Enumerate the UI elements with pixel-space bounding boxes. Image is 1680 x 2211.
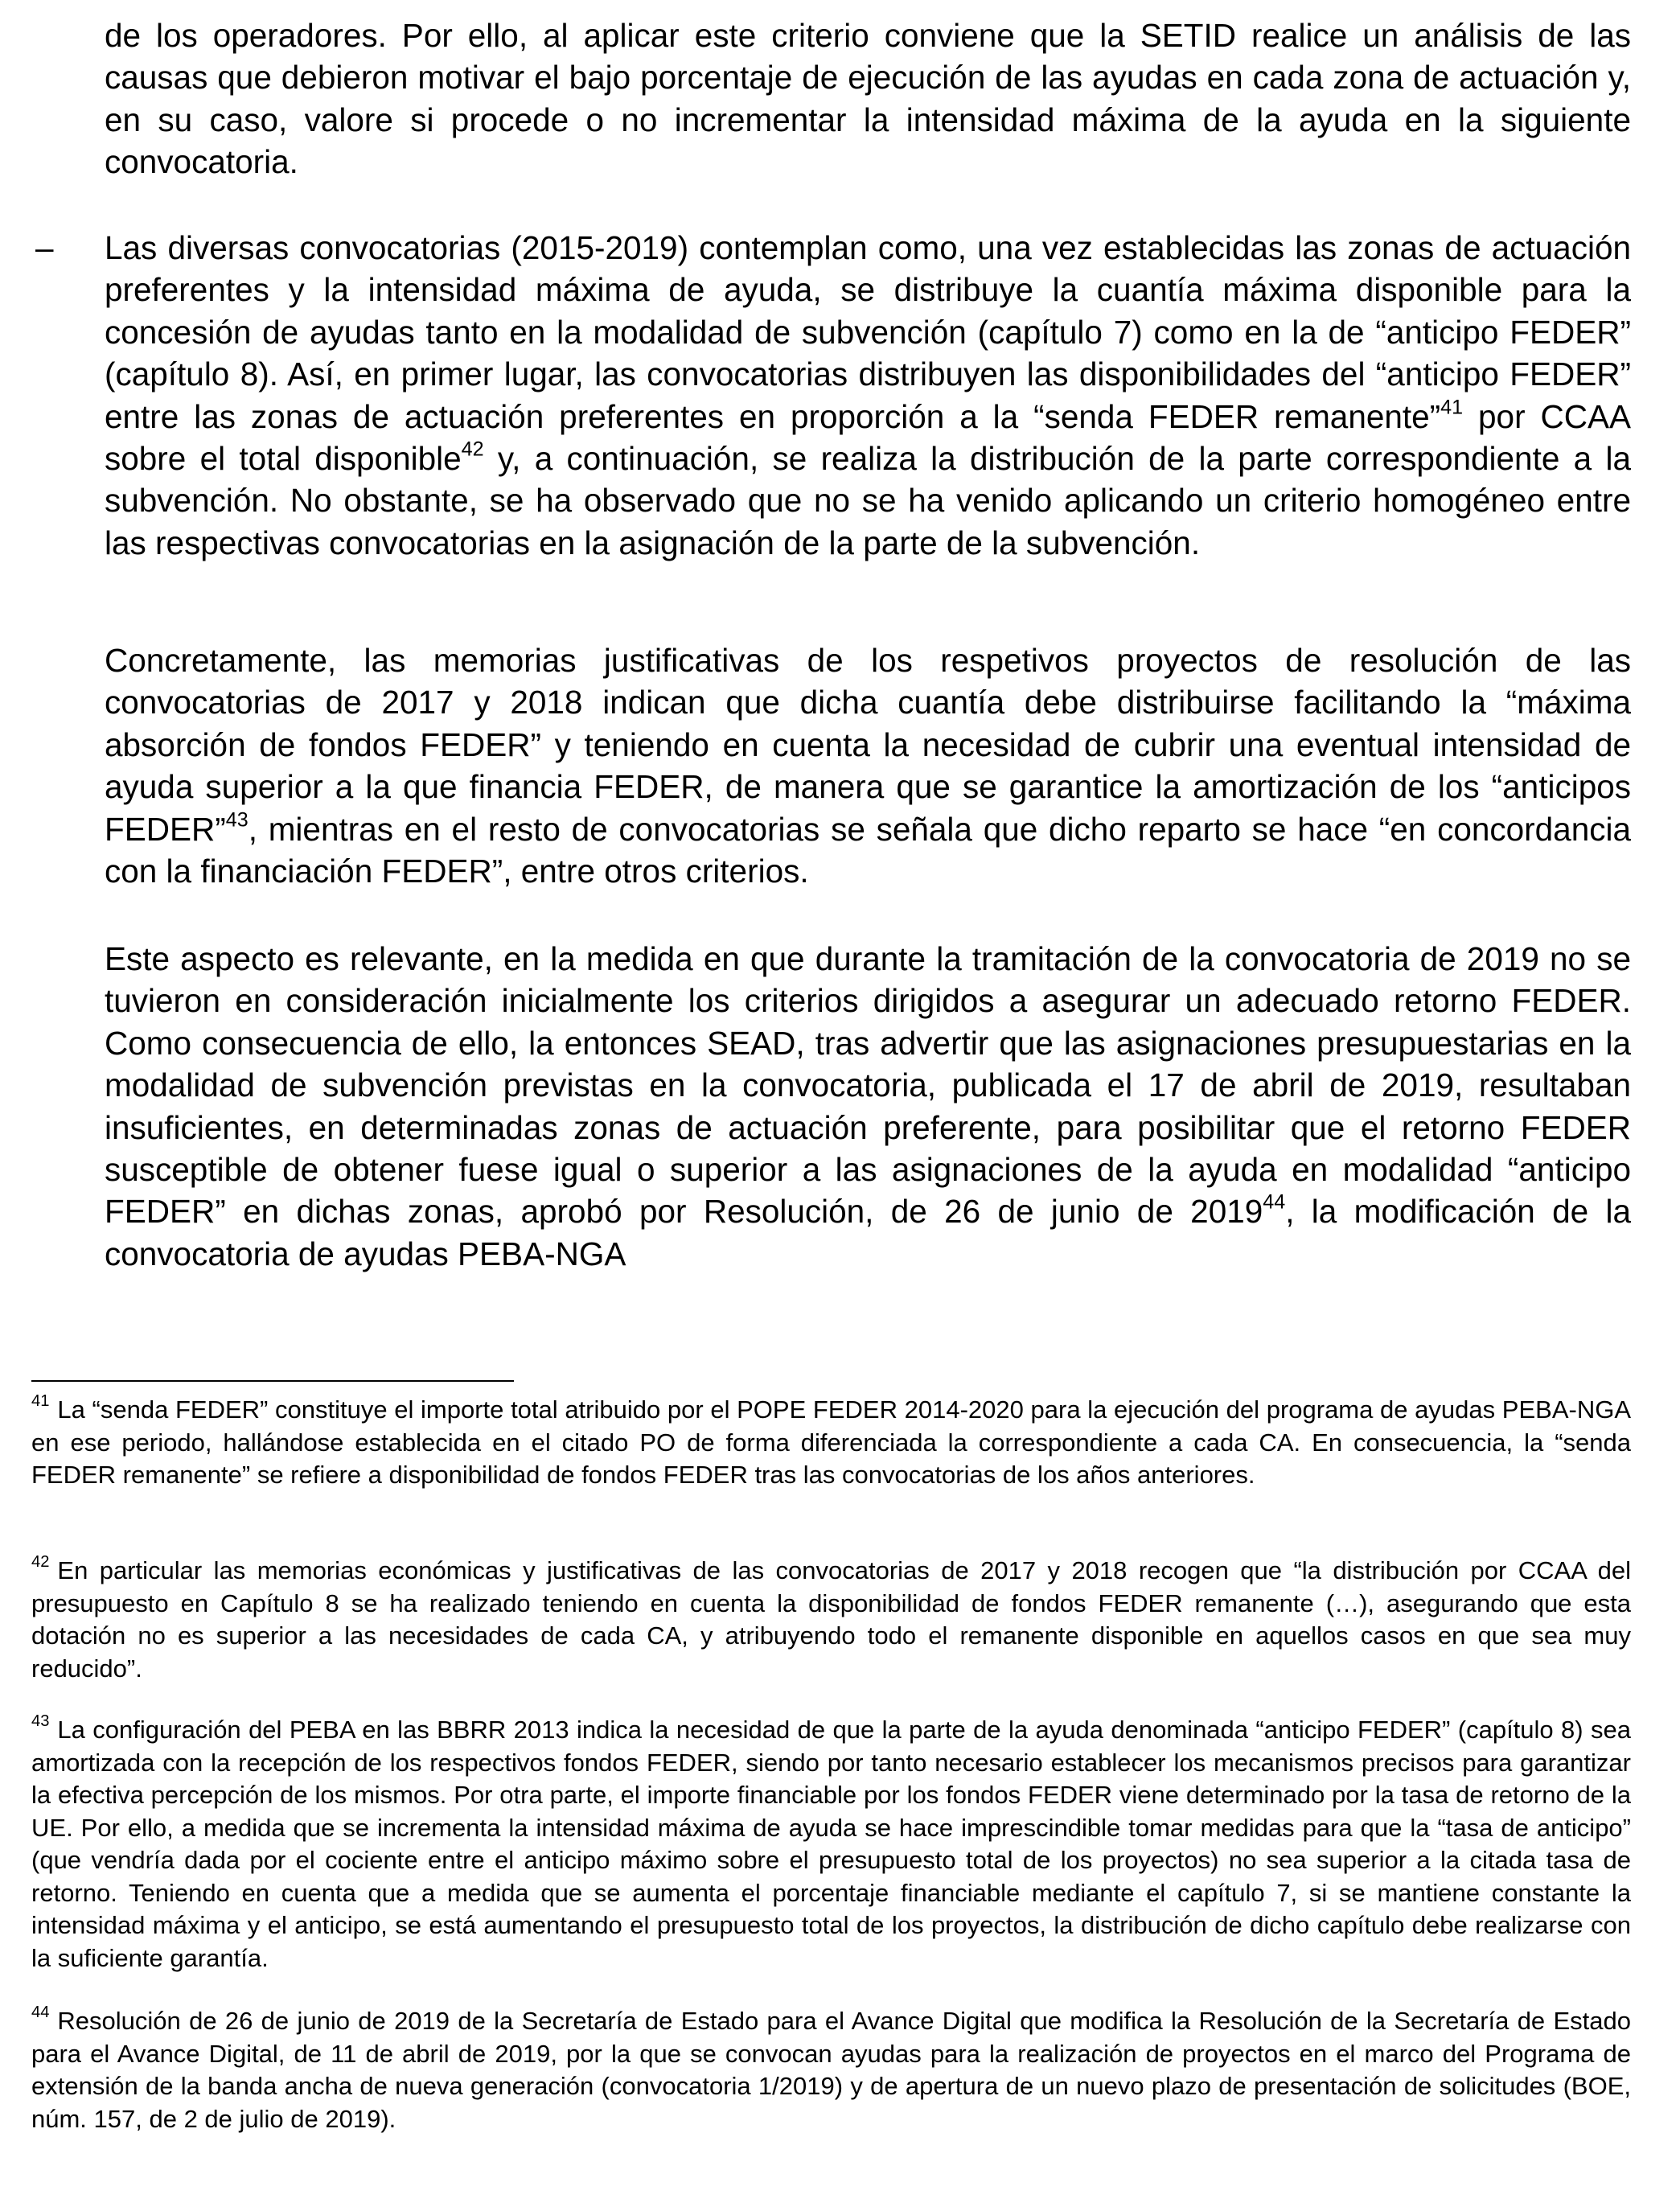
footnote-text: La configuración del PEBA en las BBRR 2013 indica la necesidad de que la parte de la ayuda denominada “anticipo FEDER” (capítulo 8) sea amortizada con la recepción de los respectivos fondos FEDER, siendo por tanto necesario establecer los mecanismos precisos para garantizar la efectiva percepción de los mismos. Por otra parte, el importe financiable por los fondos FEDER viene determinado por la tasa de retorno de la UE. Por ello, a medida que se incrementa la intensidad máxima de ayuda se hace imprescindible tomar medidas para que la “tasa de anticipo” (que vendría dada por el cociente entre el anticipo máximo sobre el presupuesto total de los proyectos) no sea superior a la citada tasa de retorno. Teniendo en cuenta que a medida que se aumenta el porcentaje financiable mediante el capítulo 7, si se mantiene constante la intensidad máxima y el anticipo, se está aumentando el presupuesto total de los proyectos, la distribución de dicho capítulo debe realizarse con la suficiente garantía. — [31, 1716, 1631, 1972]
footnote-ref-43[interactable]: 43 — [225, 808, 249, 832]
paragraph-text: Concretamente, las memorias justificativas de los respetivos proyectos de resolución de las convocatorias de 2017 y 2018 indican que dicha cuantía debe distribuirse facilitando la “máxima absorción de fondos FEDER” y teniendo en cuenta la necesidad de cubrir una eventual intensidad de ayuda superior a la que financia FEDER, de manera que se garantice la amortización de los “anticipos FEDER” — [105, 642, 1631, 848]
paragraph-memorias-justificativas — [105, 639, 1631, 892]
footnote-text: En particular las memorias económicas y justificativas de las convocatorias de 2017 y 2018 recogen que “la distribución por CCAA del presupuesto en Capítulo 8 se ha realizado teniendo en cuenta la disponibilidad de fondos FEDER remanente (…), asegurando que esta dotación no es superior a las necesidades de cada CA, y atribuyendo todo el remanente disponible en aquellos casos en que sea muy reducido”. — [31, 1556, 1631, 1683]
paragraph-text: , mientras en el resto de convocatorias se señala que dicho reparto se hace “en concordancia con la financiación FEDER”, entre otros criterios. — [105, 810, 1631, 890]
footnote-ref-42[interactable]: 42 — [461, 438, 484, 461]
footnote-mark: 43 — [31, 1712, 50, 1730]
paragraph-text: de los operadores. Por ello, al aplicar este criterio conviene que la SETID realice un análisis de las causas que debieron motivar el bajo porcentaje de ejecución de las ayudas en cada zona de actuación y, en su caso, valore si procede o no incrementar la intensidad máxima de la ayuda en la siguiente convocatoria. — [105, 17, 1631, 181]
footnote-ref-44[interactable]: 44 — [1263, 1190, 1286, 1214]
footnote-ref-41[interactable]: 41 — [1440, 396, 1464, 419]
footnote-44 — [31, 2005, 1631, 2135]
paragraph-operators-analysis — [105, 14, 1631, 183]
paragraph-text: y, a continuación, se realiza la distribución de la parte correspondiente a la subvención. No obstante, se ha observado que no se ha venido aplicando un criterio homogéneo entre las respectivas convocatorias en la asignación de la parte de la subvención. — [105, 440, 1631, 561]
bullet-dash: – — [35, 229, 54, 266]
footnote-mark: 41 — [31, 1391, 50, 1410]
paragraph-text: Las diversas convocatorias (2015-2019) contemplan como, una vez establecidas las zonas de actuación preferentes y la intensidad máxima de ayuda, se distribuye la cuantía máxima disponible para la concesión de ayudas tanto en la modalidad de subvención (capítulo 7) como en la de “anticipo FEDER” (capítulo 8). Así, en primer lugar, las convocatorias distribuyen las disponibilidades del “anticipo FEDER” entre las zonas de actuación preferentes en proporción a la “senda FEDER remanente” — [105, 229, 1631, 435]
footnote-43 — [31, 1714, 1631, 1975]
footnote-42 — [31, 1552, 1631, 1685]
paragraph-text: , la modificación de la convocatoria de ayudas PEBA-NGA — [105, 1193, 1631, 1272]
paragraph-retorno-feder — [105, 938, 1631, 1275]
footnote-separator — [31, 1380, 514, 1382]
footnote-41 — [31, 1391, 1631, 1492]
footnote-mark: 44 — [31, 2003, 50, 2021]
footnote-text: La “senda FEDER” constituye el importe total atribuido por el POPE FEDER 2014-2020 para la ejecución del programa de ayudas PEBA-NGA en ese periodo, hallándose establecida en el citado PO de forma diferenciada la correspondiente a cada CA. En consecuencia, la “senda FEDER remanente” se refiere a disponibilidad de fondos FEDER tras las convocatorias de los años anteriores. — [31, 1395, 1631, 1489]
footnote-mark: 42 — [31, 1552, 50, 1571]
paragraph-text: por CCAA sobre el total disponible — [105, 397, 1632, 478]
paragraph-convocatorias-distribution — [105, 227, 1631, 564]
paragraph-text: Este aspecto es relevante, en la medida en que durante la tramitación de la convocatoria de 2019 no se tuvieron en consideración inicialmente los criterios dirigidos a asegurar un adecuado retorno FEDER. Como consecuencia de ello, la entonces SEAD, tras advertir que las asignaciones presupuestarias en la modalidad de subvención previstas en la convocatoria, publicada el 17 de abril de 2019, resultaban insuficientes, en determinadas zonas de actuación preferente, para posibilitar que el retorno FEDER susceptible de obtener fuese igual o superior a las asignaciones de la ayuda en modalidad “anticipo FEDER” en dichas zonas, aprobó por Resolución, de 26 de junio de 2019 — [105, 940, 1631, 1231]
footnote-text: Resolución de 26 de junio de 2019 de la Secretaría de Estado para el Avance Digital que modifica la Resolución de la Secretaría de Estado para el Avance Digital, de 11 de abril de 2019, por la que se convocan ayudas para la realización de proyectos en el marco del Programa de extensión de la banda ancha de nueva generación (convocatoria 1/2019) y de apertura de un nuevo plazo de presentación de solicitudes (BOE, núm. 157, de 2 de julio de 2019). — [31, 2007, 1631, 2133]
